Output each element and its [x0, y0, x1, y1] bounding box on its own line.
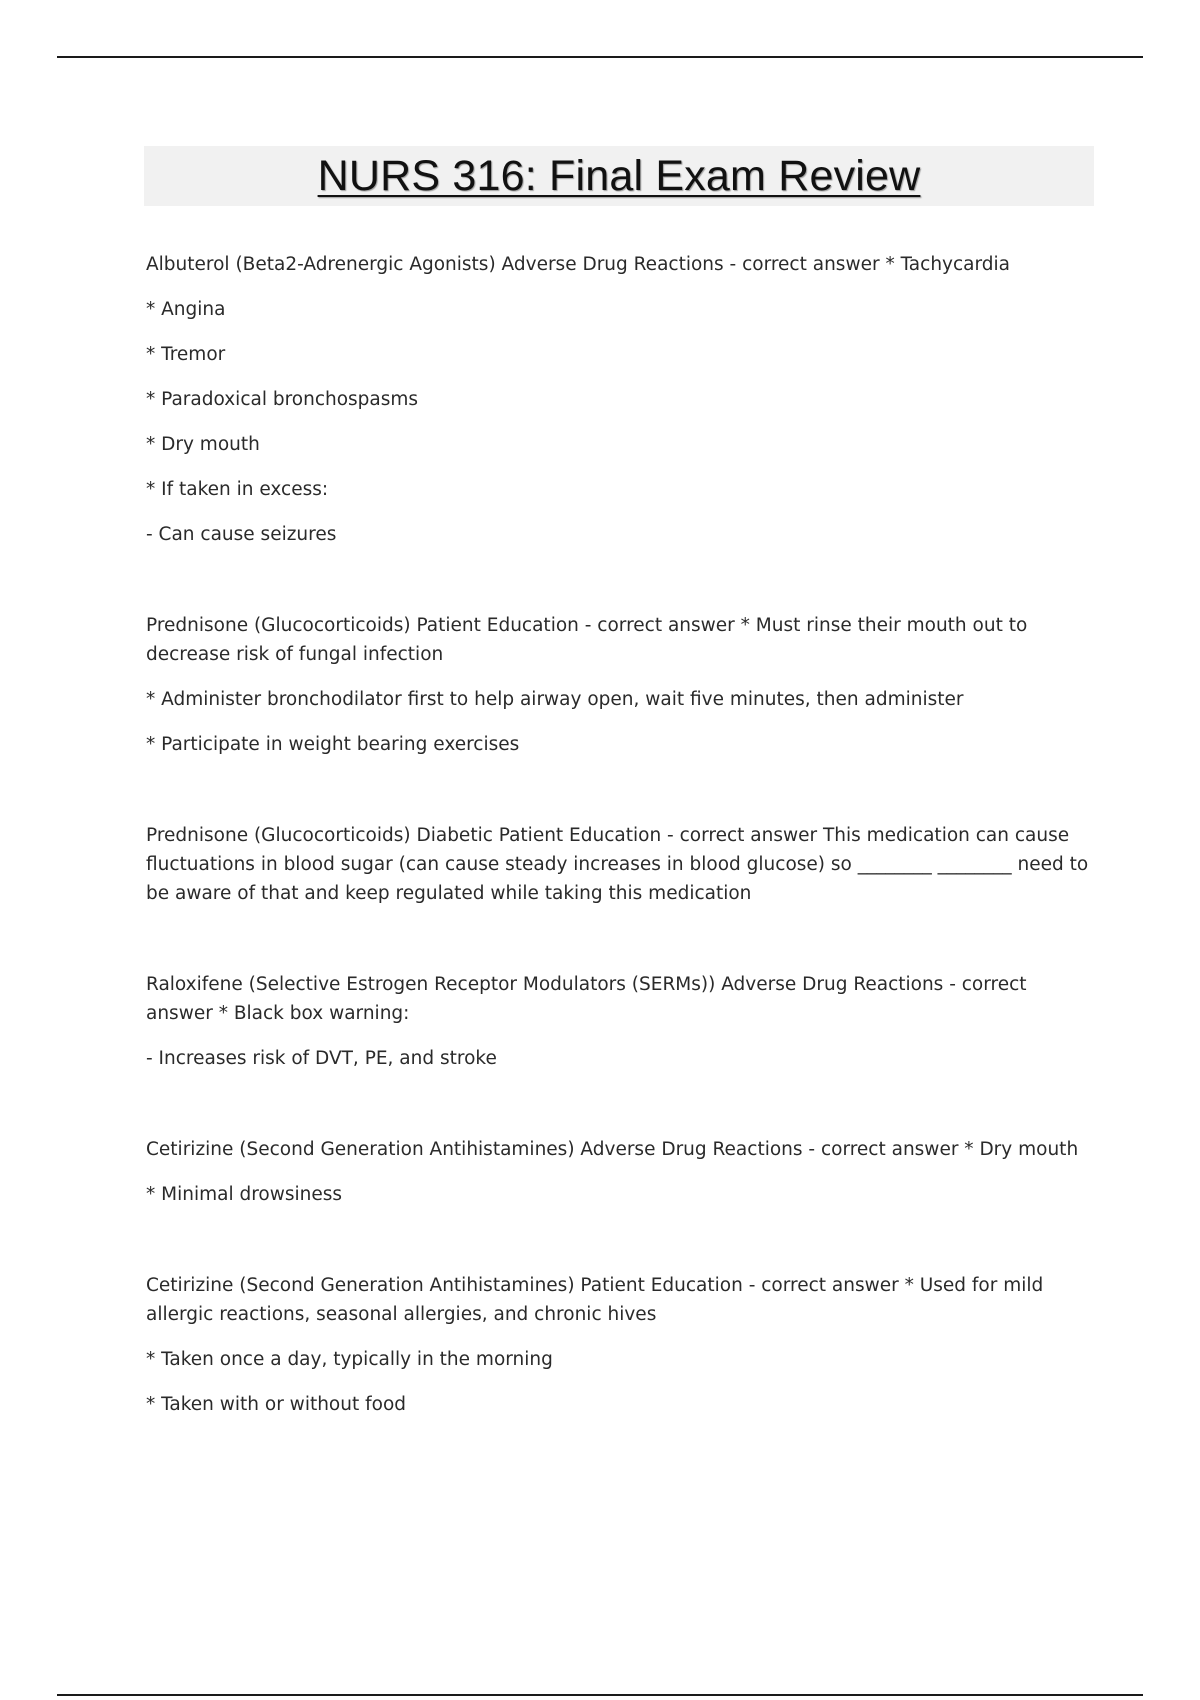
entry-question: Cetirizine (Second Generation Antihistamines) Adverse Drug Reactions - correct answer * Dry mouth: [146, 1139, 1079, 1160]
entry-line: * Taken once a day, typically in the morning: [146, 1349, 553, 1370]
entry-line: * Minimal drowsiness: [146, 1184, 343, 1205]
entry-line: * Tremor: [146, 344, 226, 365]
entry-line: * Participate in weight bearing exercises: [146, 734, 520, 755]
document-title: NURS 316: Final Exam Review: [317, 151, 921, 200]
footer-rule: [57, 1694, 1143, 1696]
entry-question: Prednisone (Glucocorticoids) Patient Education - correct answer * Must rinse their mouth out to decrease risk of fungal infection: [146, 615, 1028, 665]
entry-line: * If taken in excess:: [146, 479, 329, 500]
entry-line: - Increases risk of DVT, PE, and stroke: [146, 1048, 497, 1069]
entry-line: * Administer bronchodilator first to help airway open, wait five minutes, then administer: [146, 689, 964, 710]
title-banner: [144, 146, 1094, 206]
entry-albuterol-adverse-reactions: [146, 250, 1096, 549]
entry-prednisone-diabetic-education: [146, 821, 1096, 908]
entry-raloxifene-adverse-reactions: [146, 970, 1096, 1073]
header-rule: [57, 56, 1143, 58]
entry-question: Albuterol (Beta2-Adrenergic Agonists) Adverse Drug Reactions - correct answer * Tachycardia: [146, 254, 1010, 275]
entry-question: Raloxifene (Selective Estrogen Receptor Modulators (SERMs)) Adverse Drug Reactions - correct answer * Black box warning:: [146, 974, 1027, 1024]
entry-question: Prednisone (Glucocorticoids) Diabetic Patient Education - correct answer This medication can cause fluctuations in blood sugar (can cause steady increases in blood glucose) so ________ ________ need to be aware of that and keep regulated while taking this medication: [146, 825, 1089, 904]
entry-prednisone-patient-education: [146, 611, 1096, 759]
entry-line: * Dry mouth: [146, 434, 260, 455]
entry-question: Cetirizine (Second Generation Antihistamines) Patient Education - correct answer * Used for mild allergic reactions, seasonal allergies, and chronic hives: [146, 1275, 1044, 1325]
entry-line: - Can cause seizures: [146, 524, 337, 545]
entry-line: * Paradoxical bronchospasms: [146, 389, 419, 410]
entry-line: * Angina: [146, 299, 226, 320]
entry-cetirizine-adverse-reactions: [146, 1135, 1096, 1209]
entry-line: * Taken with or without food: [146, 1394, 407, 1415]
entry-cetirizine-patient-education: [146, 1271, 1096, 1419]
review-content: [146, 250, 1096, 1481]
